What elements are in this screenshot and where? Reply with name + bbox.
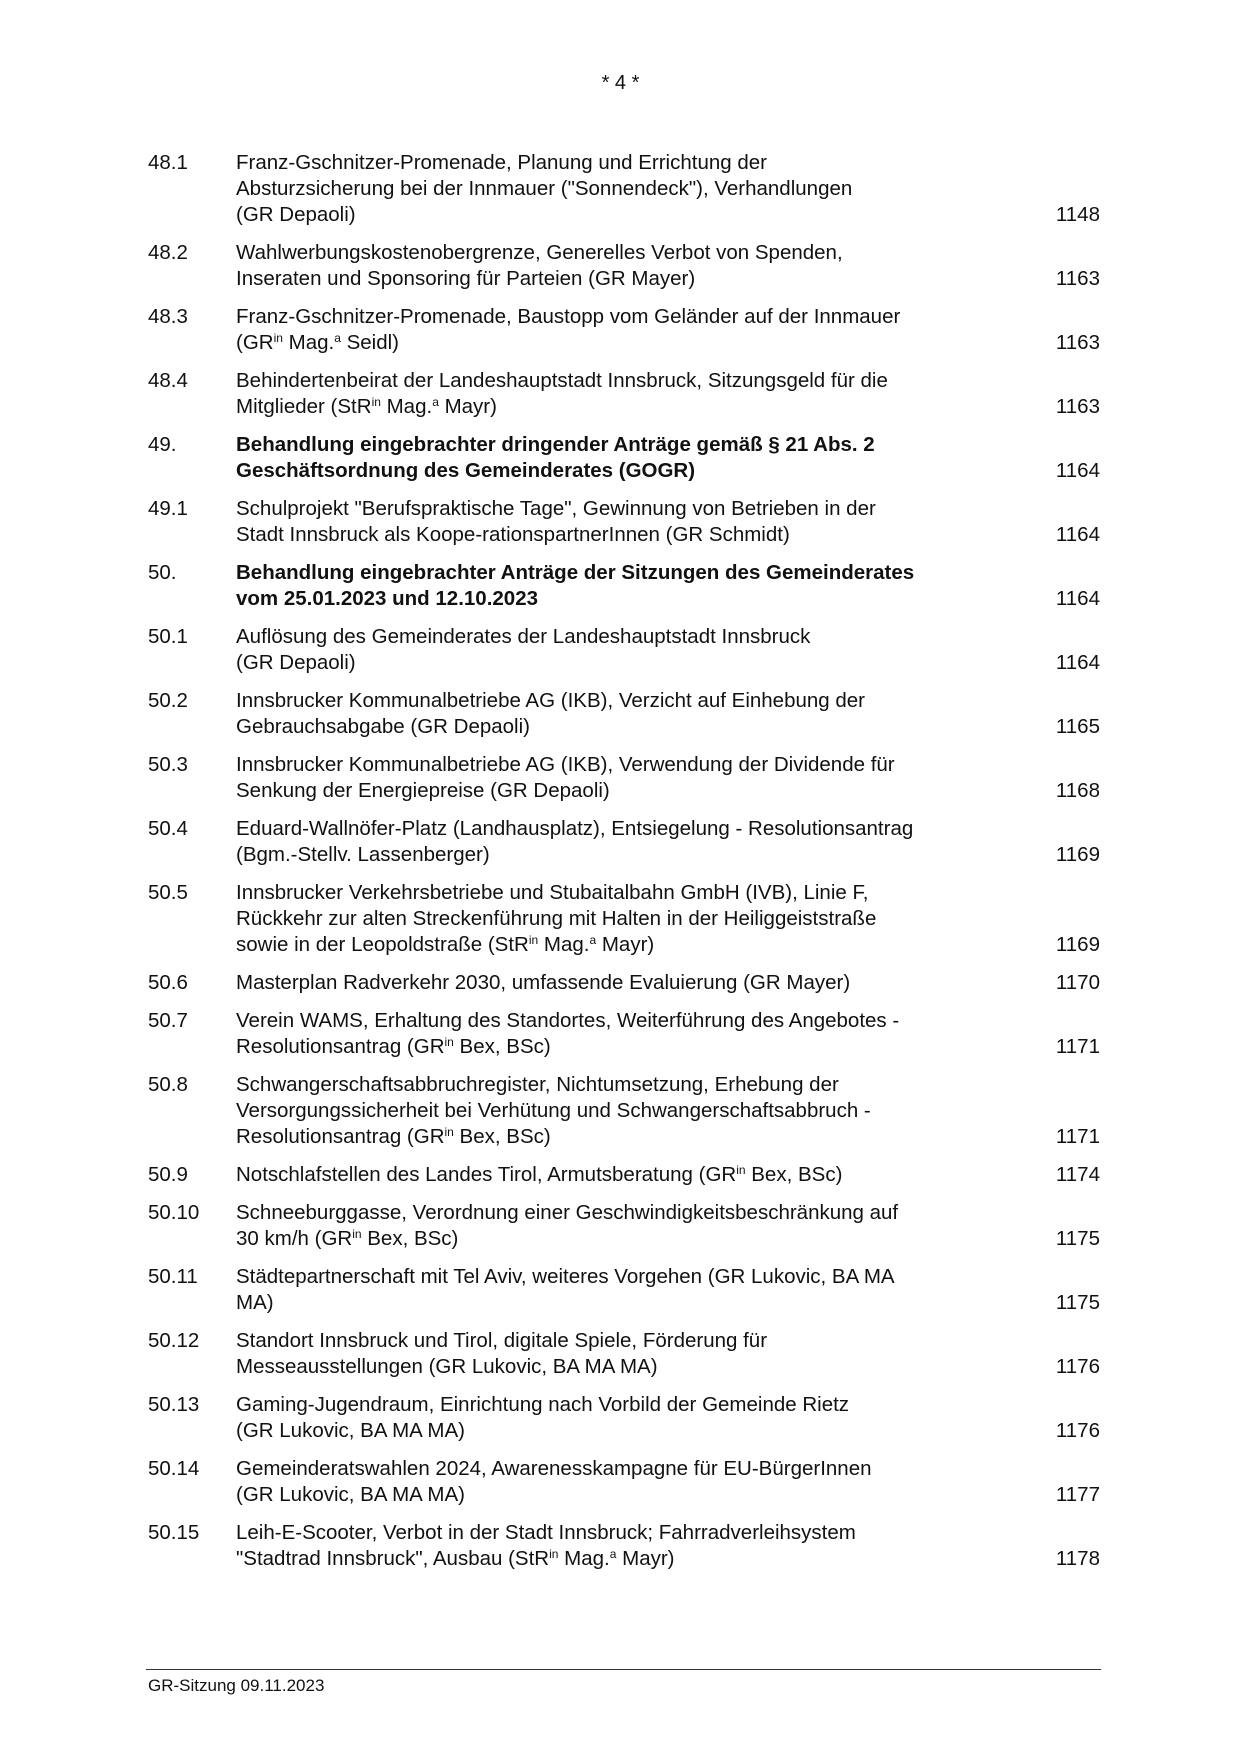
- title-text: (GR Lukovic, BA MA MA): [236, 1419, 465, 1442]
- title-text: Mag.: [538, 933, 590, 956]
- toc-entry-number: 50.1: [148, 625, 188, 648]
- toc-entry-title: [236, 752, 1040, 804]
- toc-entry: [148, 368, 1100, 420]
- toc-entry: [148, 240, 1100, 292]
- toc-entry-title: [236, 880, 1040, 958]
- toc-entry-page: 1170: [1055, 971, 1100, 994]
- title-text: Verein WAMS, Erhaltung des Standortes, Weiterführung des Angebotes -: [236, 1009, 900, 1032]
- toc-entry-title-line: [236, 1200, 1020, 1226]
- toc-entry-page: 1165: [1055, 715, 1100, 738]
- toc-entry: [148, 688, 1100, 740]
- toc-entry-number: 50.8: [148, 1073, 188, 1096]
- toc-entry-title-line: [236, 432, 1020, 458]
- toc-entry-title-line: [236, 1418, 1020, 1444]
- toc-entry: [148, 1200, 1100, 1252]
- title-text: Schwangerschaftsabbruchregister, Nichtumsetzung, Erhebung der: [236, 1073, 839, 1096]
- page-number: * 4 *: [601, 72, 640, 94]
- toc-entry: [148, 816, 1100, 868]
- toc-entry-number: 50.7: [148, 1009, 188, 1032]
- toc-entry-title-line: [236, 778, 1020, 804]
- toc-entry-title-line: [236, 1392, 1020, 1418]
- toc-entry-number: 50.10: [148, 1201, 200, 1224]
- toc-entry-title-line: [236, 176, 1020, 202]
- table-of-contents: [148, 150, 1100, 1584]
- toc-entry-title-line: [236, 1482, 1020, 1508]
- title-text: Mayr): [616, 1547, 675, 1570]
- toc-entry-title-line: [236, 752, 1020, 778]
- toc-entry-title-line: [236, 304, 1020, 330]
- toc-entry-title-line: [236, 1124, 1020, 1150]
- toc-entry-page: 1169: [1055, 843, 1100, 866]
- toc-entry-title-line: [236, 1328, 1020, 1354]
- toc-entry: [148, 752, 1100, 804]
- toc-entry-title-line: [236, 496, 1020, 522]
- superscript: a: [334, 331, 341, 345]
- toc-entry-title-line: [236, 1034, 1020, 1060]
- toc-entry-title-line: [236, 880, 1020, 906]
- toc-entry-number: 48.2: [148, 241, 188, 264]
- toc-entry-page: 1174: [1055, 1163, 1100, 1186]
- toc-entry-number: 50.6: [148, 971, 188, 994]
- toc-entry: [148, 1264, 1100, 1316]
- toc-entry-title-line: [236, 560, 1020, 586]
- footer-text: GR-Sitzung 09.11.2023: [148, 1676, 325, 1695]
- title-text: Gaming-Jugendraum, Einrichtung nach Vorbild der Gemeinde Rietz: [236, 1393, 850, 1416]
- toc-entry: [148, 432, 1100, 484]
- toc-entry-title-line: [236, 202, 1020, 228]
- title-text: Absturzsicherung bei der Innmauer ("Sonnendeck"), Verhandlungen: [236, 177, 853, 200]
- toc-entry-title: [236, 688, 1040, 740]
- title-text: Eduard-Wallnöfer-Platz (Landhausplatz), Entsiegelung - Resolutionsantrag: [236, 817, 914, 840]
- toc-entry-title-line: [236, 266, 1020, 292]
- toc-entry-title-line: [236, 1008, 1020, 1034]
- toc-entry: [148, 1328, 1100, 1380]
- toc-entry-number: 48.4: [148, 369, 188, 392]
- toc-entry-page: 1148: [1055, 203, 1100, 226]
- title-text: Auflösung des Gemeinderates der Landeshauptstadt Innsbruck: [236, 625, 811, 648]
- toc-entry-title: [236, 1072, 1040, 1150]
- toc-entry: [148, 624, 1100, 676]
- title-text: (Bgm.-Stellv. Lassenberger): [236, 843, 490, 866]
- title-text: (GR Depaoli): [236, 651, 356, 674]
- toc-entry-title-line: [236, 906, 1020, 932]
- toc-entry: [148, 880, 1100, 958]
- toc-entry-title-line: [236, 394, 1020, 420]
- superscript: in: [371, 395, 381, 409]
- toc-entry-number: 50.11: [148, 1265, 198, 1288]
- title-text: Messeausstellungen (GR Lukovic, BA MA MA): [236, 1355, 658, 1378]
- toc-entry: [148, 150, 1100, 228]
- title-text: Innsbrucker Kommunalbetriebe AG (IKB), Verzicht auf Einhebung der: [236, 689, 866, 712]
- toc-entry: [148, 1072, 1100, 1150]
- title-text: Mag.: [282, 331, 335, 354]
- toc-entry: [148, 1008, 1100, 1060]
- toc-entry-title-line: [236, 624, 1020, 650]
- title-text: Mayr): [596, 933, 655, 956]
- title-text: Schulprojekt "Berufspraktische Tage", Gewinnung von Betrieben in der: [236, 497, 876, 520]
- toc-entry-page: 1163: [1055, 395, 1100, 418]
- title-text: Masterplan Radverkehr 2030, umfassende Evaluierung (GR Mayer): [236, 971, 851, 994]
- toc-entry-page: 1163: [1055, 331, 1100, 354]
- title-text: Notschlafstellen des Landes Tirol, Armutsberatung (GR: [236, 1163, 737, 1186]
- toc-entry-title: [236, 1200, 1040, 1252]
- title-text: Inseraten und Sponsoring für Parteien (GR Mayer): [236, 267, 696, 290]
- toc-entry-number: 48.1: [148, 151, 188, 174]
- title-text: Mag.: [380, 395, 433, 418]
- title-text: vom 25.01.2023 und 12.10.2023: [236, 587, 539, 610]
- toc-entry-title-line: [236, 368, 1020, 394]
- toc-entry-page: 1175: [1055, 1227, 1100, 1250]
- toc-entry-page: 1168: [1055, 779, 1100, 802]
- toc-entry-title: [236, 1392, 1040, 1444]
- toc-entry-title-line: [236, 1264, 1020, 1290]
- toc-entry-title-line: [236, 842, 1020, 868]
- toc-entry-title-line: [236, 1354, 1020, 1380]
- title-text: Städtepartnerschaft mit Tel Aviv, weiteres Vorgehen (GR Lukovic, BA MA: [236, 1265, 895, 1288]
- title-text: Wahlwerbungskostenobergrenze, Generelles Verbot von Spenden,: [236, 241, 843, 264]
- toc-entry-title-line: [236, 586, 1020, 612]
- toc-entry-title: [236, 1328, 1040, 1380]
- title-text: Mag.: [558, 1547, 610, 1570]
- title-text: (GR: [236, 331, 274, 354]
- toc-entry-title-line: [236, 688, 1020, 714]
- toc-entry-page: 1164: [1055, 459, 1100, 482]
- toc-entry-title-line: [236, 240, 1020, 266]
- superscript: a: [432, 395, 439, 409]
- toc-entry-title-line: [236, 1098, 1020, 1124]
- toc-entry-title-line: [236, 714, 1020, 740]
- title-text: Versorgungssicherheit bei Verhütung und Schwangerschaftsabbruch -: [236, 1099, 871, 1122]
- superscript: in: [549, 1547, 559, 1561]
- toc-entry-number: 50.13: [148, 1393, 200, 1416]
- toc-entry-title: [236, 1264, 1040, 1316]
- toc-entry-title-line: [236, 970, 1020, 996]
- toc-entry-number: 50.: [148, 561, 177, 584]
- title-text: Franz-Gschnitzer-Promenade, Planung und Errichtung der: [236, 151, 767, 174]
- toc-entry-title: [236, 1008, 1040, 1060]
- toc-entry-title: [236, 624, 1040, 676]
- superscript: in: [273, 331, 283, 345]
- toc-entry-title-line: [236, 1520, 1020, 1546]
- toc-entry-title: [236, 816, 1040, 868]
- title-text: Behindertenbeirat der Landeshauptstadt Innsbruck, Sitzungsgeld für die: [236, 369, 888, 392]
- toc-entry-page: 1169: [1055, 933, 1100, 956]
- title-text: Rückkehr zur alten Streckenführung mit Halten in der Heiliggeiststraße: [236, 907, 877, 930]
- toc-entry-title-line: [236, 650, 1020, 676]
- toc-entry-number: 50.4: [148, 817, 188, 840]
- title-text: Senkung der Energiepreise (GR Depaoli): [236, 779, 610, 802]
- toc-entry-page: 1175: [1055, 1291, 1100, 1314]
- toc-entry: [148, 1162, 1100, 1188]
- toc-entry-number: 50.12: [148, 1329, 200, 1352]
- title-text: Bex, BSc): [745, 1163, 843, 1186]
- toc-entry-number: 50.15: [148, 1521, 200, 1544]
- superscript: in: [528, 933, 539, 947]
- toc-entry: [148, 304, 1100, 356]
- toc-entry-title: [236, 368, 1040, 420]
- title-text: sowie in der Leopoldstraße (StR: [236, 933, 529, 956]
- toc-entry-title-line: [236, 1290, 1020, 1316]
- toc-entry-page: 1164: [1055, 587, 1100, 610]
- toc-entry-page: 1171: [1055, 1125, 1100, 1148]
- title-text: Resolutionsantrag (GR: [236, 1035, 445, 1058]
- toc-entry-title-line: [236, 458, 1020, 484]
- toc-entry-number: 49.1: [148, 497, 188, 520]
- toc-entry-title: [236, 1520, 1040, 1572]
- toc-entry-title-line: [236, 150, 1020, 176]
- title-text: (GR Depaoli): [236, 203, 356, 226]
- title-text: Resolutionsantrag (GR: [236, 1125, 445, 1148]
- title-text: Stadt Innsbruck als Koope-rationspartnerInnen (GR Schmidt): [236, 523, 790, 546]
- title-text: Innsbrucker Kommunalbetriebe AG (IKB), Verwendung der Dividende für: [236, 753, 895, 776]
- title-text: 30 km/h (GR: [236, 1227, 353, 1250]
- superscript: a: [589, 933, 597, 947]
- toc-entry: [148, 1520, 1100, 1572]
- title-text: "Stadtrad Innsbruck", Ausbau (StR: [236, 1547, 550, 1570]
- footer-divider: [146, 1669, 1101, 1670]
- toc-entry-number: 50.3: [148, 753, 188, 776]
- toc-entry-title-line: [236, 522, 1020, 548]
- toc-entry-number: 48.3: [148, 305, 188, 328]
- superscript: a: [609, 1547, 617, 1561]
- toc-entry-number: 50.14: [148, 1457, 200, 1480]
- toc-entry-title-line: [236, 1456, 1020, 1482]
- title-text: Geschäftsordnung des Gemeinderates (GOGR): [236, 459, 696, 482]
- toc-entry: [148, 970, 1100, 996]
- toc-entry-title: [236, 1162, 1040, 1188]
- toc-entry: [148, 496, 1100, 548]
- toc-entry: [148, 1456, 1100, 1508]
- toc-entry-title: [236, 240, 1040, 292]
- toc-entry-number: 49.: [148, 433, 177, 456]
- title-text: (GR Lukovic, BA MA MA): [236, 1483, 465, 1506]
- toc-entry-page: 1164: [1055, 651, 1100, 674]
- toc-entry-number: 50.9: [148, 1163, 188, 1186]
- title-text: Leih-E-Scooter, Verbot in der Stadt Innsbruck; Fahrradverleihsystem: [236, 1521, 856, 1544]
- toc-entry-page: 1178: [1055, 1547, 1100, 1570]
- toc-entry-title-line: [236, 1226, 1020, 1252]
- toc-entry-title: [236, 496, 1040, 548]
- toc-entry-number: 50.2: [148, 689, 188, 712]
- superscript: in: [352, 1227, 362, 1241]
- toc-entry-title-line: [236, 1546, 1020, 1572]
- toc-entry-page: 1177: [1055, 1483, 1100, 1506]
- superscript: in: [736, 1163, 746, 1177]
- title-text: Behandlung eingebrachter Anträge der Sitzungen des Gemeinderates: [236, 561, 915, 584]
- toc-entry-page: 1163: [1055, 267, 1100, 290]
- toc-entry: [148, 1392, 1100, 1444]
- toc-entry-title-line: [236, 1072, 1020, 1098]
- title-text: Mitglieder (StR: [236, 395, 372, 418]
- title-text: Mayr): [438, 395, 497, 418]
- toc-entry-title: [236, 970, 1040, 996]
- toc-entry-page: 1176: [1055, 1419, 1100, 1442]
- title-text: Gebrauchsabgabe (GR Depaoli): [236, 715, 530, 738]
- superscript: in: [444, 1035, 454, 1049]
- title-text: Bex, BSc): [453, 1035, 551, 1058]
- title-text: Bex, BSc): [361, 1227, 459, 1250]
- toc-entry-page: 1171: [1055, 1035, 1100, 1058]
- toc-entry-title: [236, 432, 1040, 484]
- toc-entry-title-line: [236, 330, 1020, 356]
- toc-entry-title: [236, 1456, 1040, 1508]
- toc-entry-title: [236, 304, 1040, 356]
- title-text: Gemeinderatswahlen 2024, Awarenesskampagne für EU-BürgerInnen: [236, 1457, 872, 1480]
- superscript: in: [444, 1125, 454, 1139]
- toc-entry-page: 1176: [1055, 1355, 1100, 1378]
- title-text: MA): [236, 1291, 274, 1314]
- title-text: Standort Innsbruck und Tirol, digitale Spiele, Förderung für: [236, 1329, 768, 1352]
- toc-entry-title-line: [236, 816, 1020, 842]
- title-text: Behandlung eingebrachter dringender Anträge gemäß § 21 Abs. 2: [236, 433, 875, 456]
- toc-entry-title-line: [236, 932, 1020, 958]
- toc-entry: [148, 560, 1100, 612]
- title-text: Innsbrucker Verkehrsbetriebe und Stubaitalbahn GmbH (IVB), Linie F,: [236, 881, 869, 904]
- title-text: Seidl): [340, 331, 399, 354]
- title-text: Schneeburggasse, Verordnung einer Geschwindigkeitsbeschränkung auf: [236, 1201, 899, 1224]
- title-text: Bex, BSc): [453, 1125, 551, 1148]
- toc-entry-page: 1164: [1055, 523, 1100, 546]
- toc-entry-title: [236, 560, 1040, 612]
- toc-entry-title-line: [236, 1162, 1020, 1188]
- toc-entry-title: [236, 150, 1040, 228]
- title-text: Franz-Gschnitzer-Promenade, Baustopp vom Geländer auf der Innmauer: [236, 305, 901, 328]
- toc-entry-number: 50.5: [148, 881, 188, 904]
